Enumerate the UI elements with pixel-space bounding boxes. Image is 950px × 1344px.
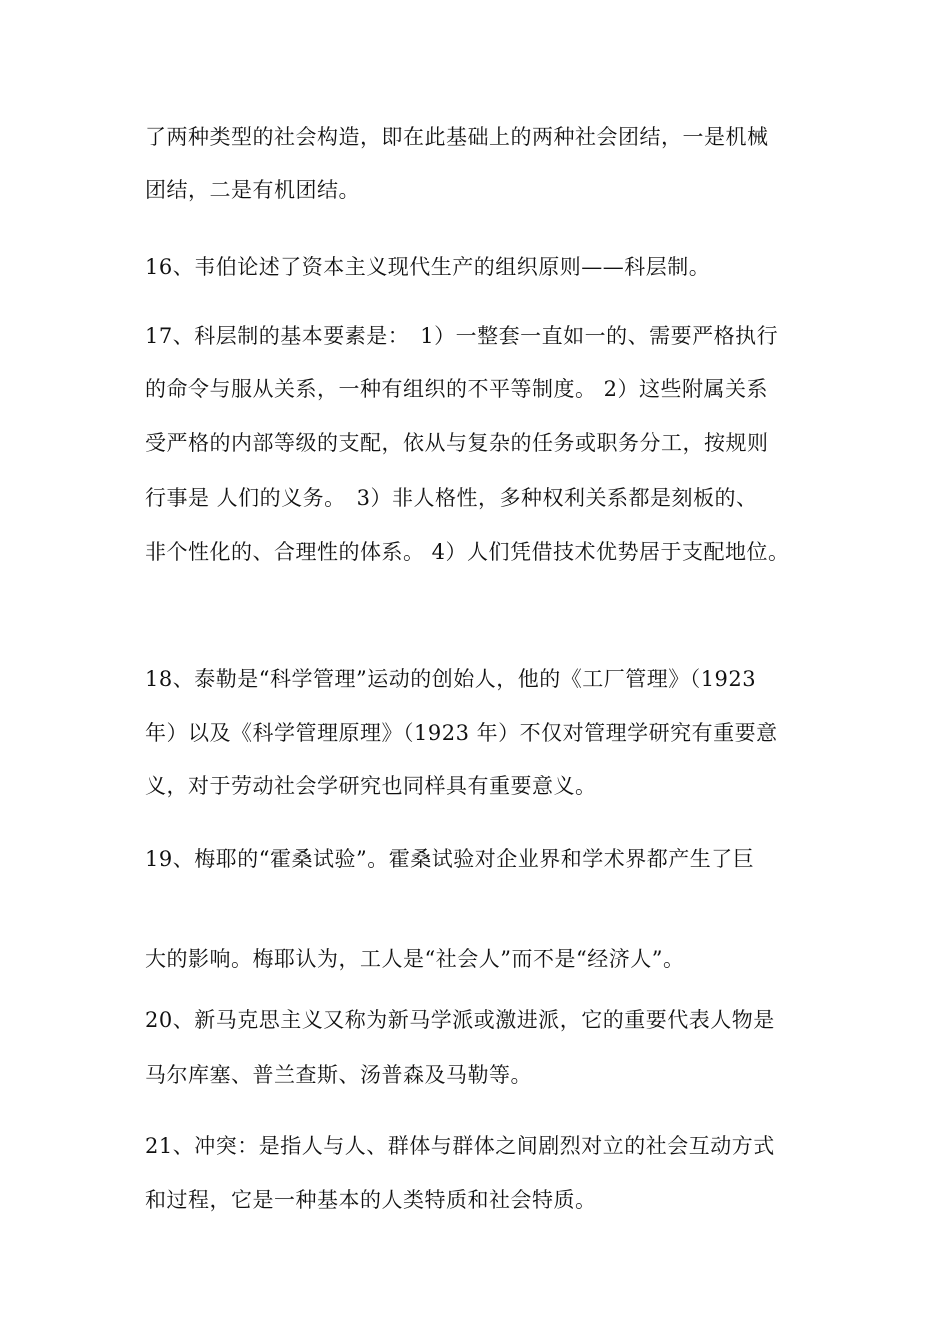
- text-line: 16、韦伯论述了资本主义现代生产的组织原则——科层制。: [145, 255, 711, 279]
- text-line: 团结，二是有机团结。: [145, 178, 360, 202]
- text-line: 18、泰勒是“科学管理”运动的创始人，他的《工厂管理》（1923: [145, 667, 757, 691]
- text-line: 大的影响。梅耶认为，工人是“社会人”而不是“经济人”。: [145, 947, 685, 971]
- text-line: 和过程，它是一种基本的人类特质和社会特质。: [145, 1188, 597, 1212]
- text-line: 19、梅耶的“霍桑试验”。霍桑试验对企业界和学术界都产生了巨: [145, 847, 755, 871]
- text-line: 的命令与服从关系，一种有组织的不平等制度。 2）这些附属关系: [145, 377, 769, 401]
- text-line: 17、科层制的基本要素是： 1）一整套一直如一的、需要严格执行: [145, 324, 779, 348]
- text-line: 年）以及《科学管理原理》（1923 年）不仅对管理学研究有重要意: [145, 721, 778, 745]
- text-line: 受严格的内部等级的支配，依从与复杂的任务或职务分工，按规则: [145, 431, 769, 455]
- text-line: 马尔库塞、普兰查斯、汤普森及马勒等。: [145, 1063, 532, 1087]
- text-line: 行事是 人们的义务。 3）非人格性，多种权利关系都是刻板的、: [145, 486, 758, 510]
- text-line: 了两种类型的社会构造，即在此基础上的两种社会团结，一是机械: [145, 125, 769, 149]
- text-line: 非个性化的、合理性的体系。 4）人们凭借技术优势居于支配地位。: [145, 540, 790, 564]
- text-line: 20、新马克思主义又称为新马学派或激进派，它的重要代表人物是: [145, 1008, 775, 1032]
- text-line: 21、冲突：是指人与人、群体与群体之间剧烈对立的社会互动方式: [145, 1134, 775, 1158]
- text-line: 义，对于劳动社会学研究也同样具有重要意义。: [145, 774, 597, 798]
